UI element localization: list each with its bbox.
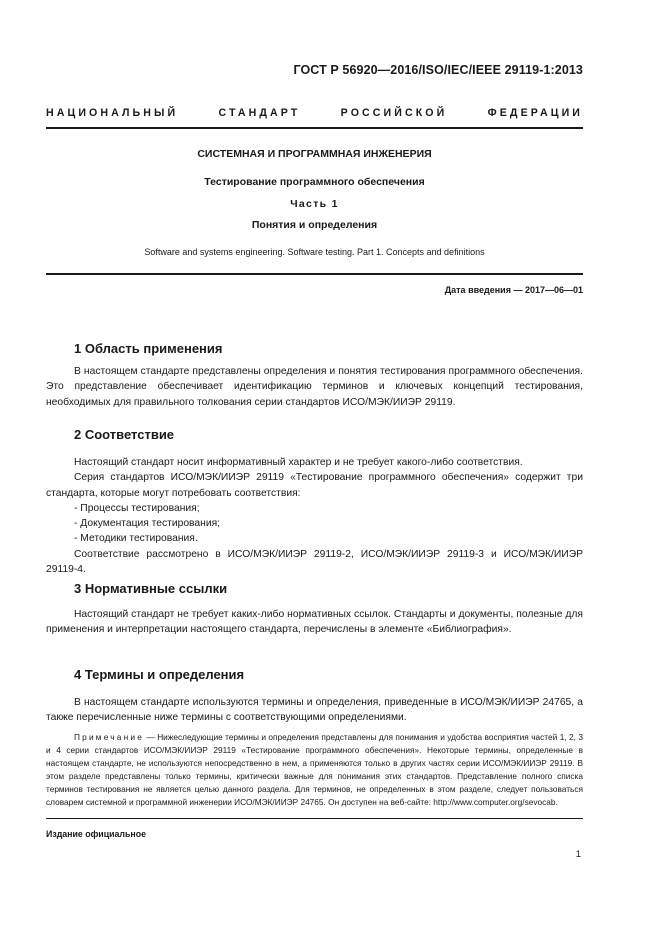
section-conformance-text	[46, 455, 583, 577]
conformance-list-item: - Процессы тестирования;	[74, 502, 200, 514]
national-standard-line: НАЦИОНАЛЬНЫЙ СТАНДАРТ РОССИЙСКОЙ ФЕДЕРАЦИИ	[46, 107, 583, 119]
part-number: Часть 1	[290, 198, 339, 210]
section-heading-scope: 1 Область применения	[74, 341, 223, 356]
terms-note	[46, 731, 583, 808]
standard-code: ГОСТ Р 56920—2016/ISO/IEC/IEEE 29119-1:2013	[293, 63, 583, 77]
conformance-list-item: - Методики тестирования.	[74, 533, 198, 545]
introduction-date: Дата введения — 2017—06—01	[444, 285, 583, 295]
section-scope-text	[46, 364, 583, 410]
page-number: 1	[575, 849, 581, 860]
official-edition-label: Издание официальное	[46, 829, 146, 839]
conformance-paragraph-1: Настоящий стандарт носит информативный характер и не требует какого-либо соответствия.	[74, 457, 523, 468]
document-title: СИСТЕМНАЯ И ПРОГРАММНАЯ ИНЖЕНЕРИЯ	[197, 148, 432, 160]
note-paragraph	[46, 731, 583, 808]
section-heading-conformance: 2 Соответствие	[74, 427, 175, 442]
section-heading-normative-references: 3 Нормативные ссылки	[74, 581, 228, 596]
footer-rule	[46, 818, 583, 819]
part-title: Понятия и определения	[251, 219, 378, 231]
note-text: — Нижеследующие термины и определения представлены для понимания и удобства восприятия частей 1, 2, 3 и 4 серии стандартов ИСО/МЭК/ИИЭР 29119 «Тестирование программного обеспечения». Некоторые термины, определенные в настоящем стандарте, не используются непосредственно в нем, а применяются только в других частях серии ИСО/МЭК/ИИЭР 29119. В этом разделе представлены только термины, критически важные для понимания этих стандартов. Представление полного списка терминов тестирования не является целью данного раздела. Для терминов, не определенных в этом разделе, следует пользоваться словарем системной и программной инженерии ИСО/МЭК/ИИЭР 24765. Он доступен на веб-сайте: http://www.computer.org/sevocab.	[46, 732, 583, 807]
terms-paragraph: В настоящем стандарте используются термины и определения, приведенные в ИСО/МЭК/ИИЭР 24765, а также перечисленные ниже термины с соответствующими определениями.	[46, 697, 583, 724]
english-title: Software and systems engineering. Software testing. Part 1. Concepts and definitions	[144, 247, 485, 257]
scope-paragraph: В настоящем стандарте представлены определения и понятия тестирования программного обеспечения. Это представление обеспечивает идентификацию терминов и ключевых концепций тестирования, необходимых для правильного толкования серии стандартов ИСО/МЭК/ИИЭР 29119.	[46, 366, 583, 408]
section-references-text	[46, 607, 583, 638]
section-heading-terms: 4 Термины и определения	[74, 667, 245, 682]
references-paragraph: Настоящий стандарт не требует каких-либо нормативных ссылок. Стандарты и документы, полезные для применения и интерпретации настоящего стандарта, перечислены в элементе «Библиография».	[46, 609, 583, 636]
section-terms-text	[46, 695, 583, 726]
note-label: Примечание	[74, 732, 145, 742]
document-subtitle: Тестирование программного обеспечения	[204, 176, 425, 188]
conformance-list-item: - Документация тестирования;	[74, 518, 221, 530]
header-rule	[46, 127, 583, 129]
conformance-paragraph-3: Соответствие рассмотрено в ИСО/МЭК/ИИЭР 29119-2, ИСО/МЭК/ИИЭР 29119-3 и ИСО/МЭК/ИИЭР 29119-4.	[46, 548, 583, 576]
title-rule	[46, 273, 583, 275]
conformance-paragraph-2: Серия стандартов ИСО/МЭК/ИИЭР 29119 «Тестирование программного обеспечения» содержит три стандарта, которые могут потребовать соответствия:	[46, 472, 583, 499]
